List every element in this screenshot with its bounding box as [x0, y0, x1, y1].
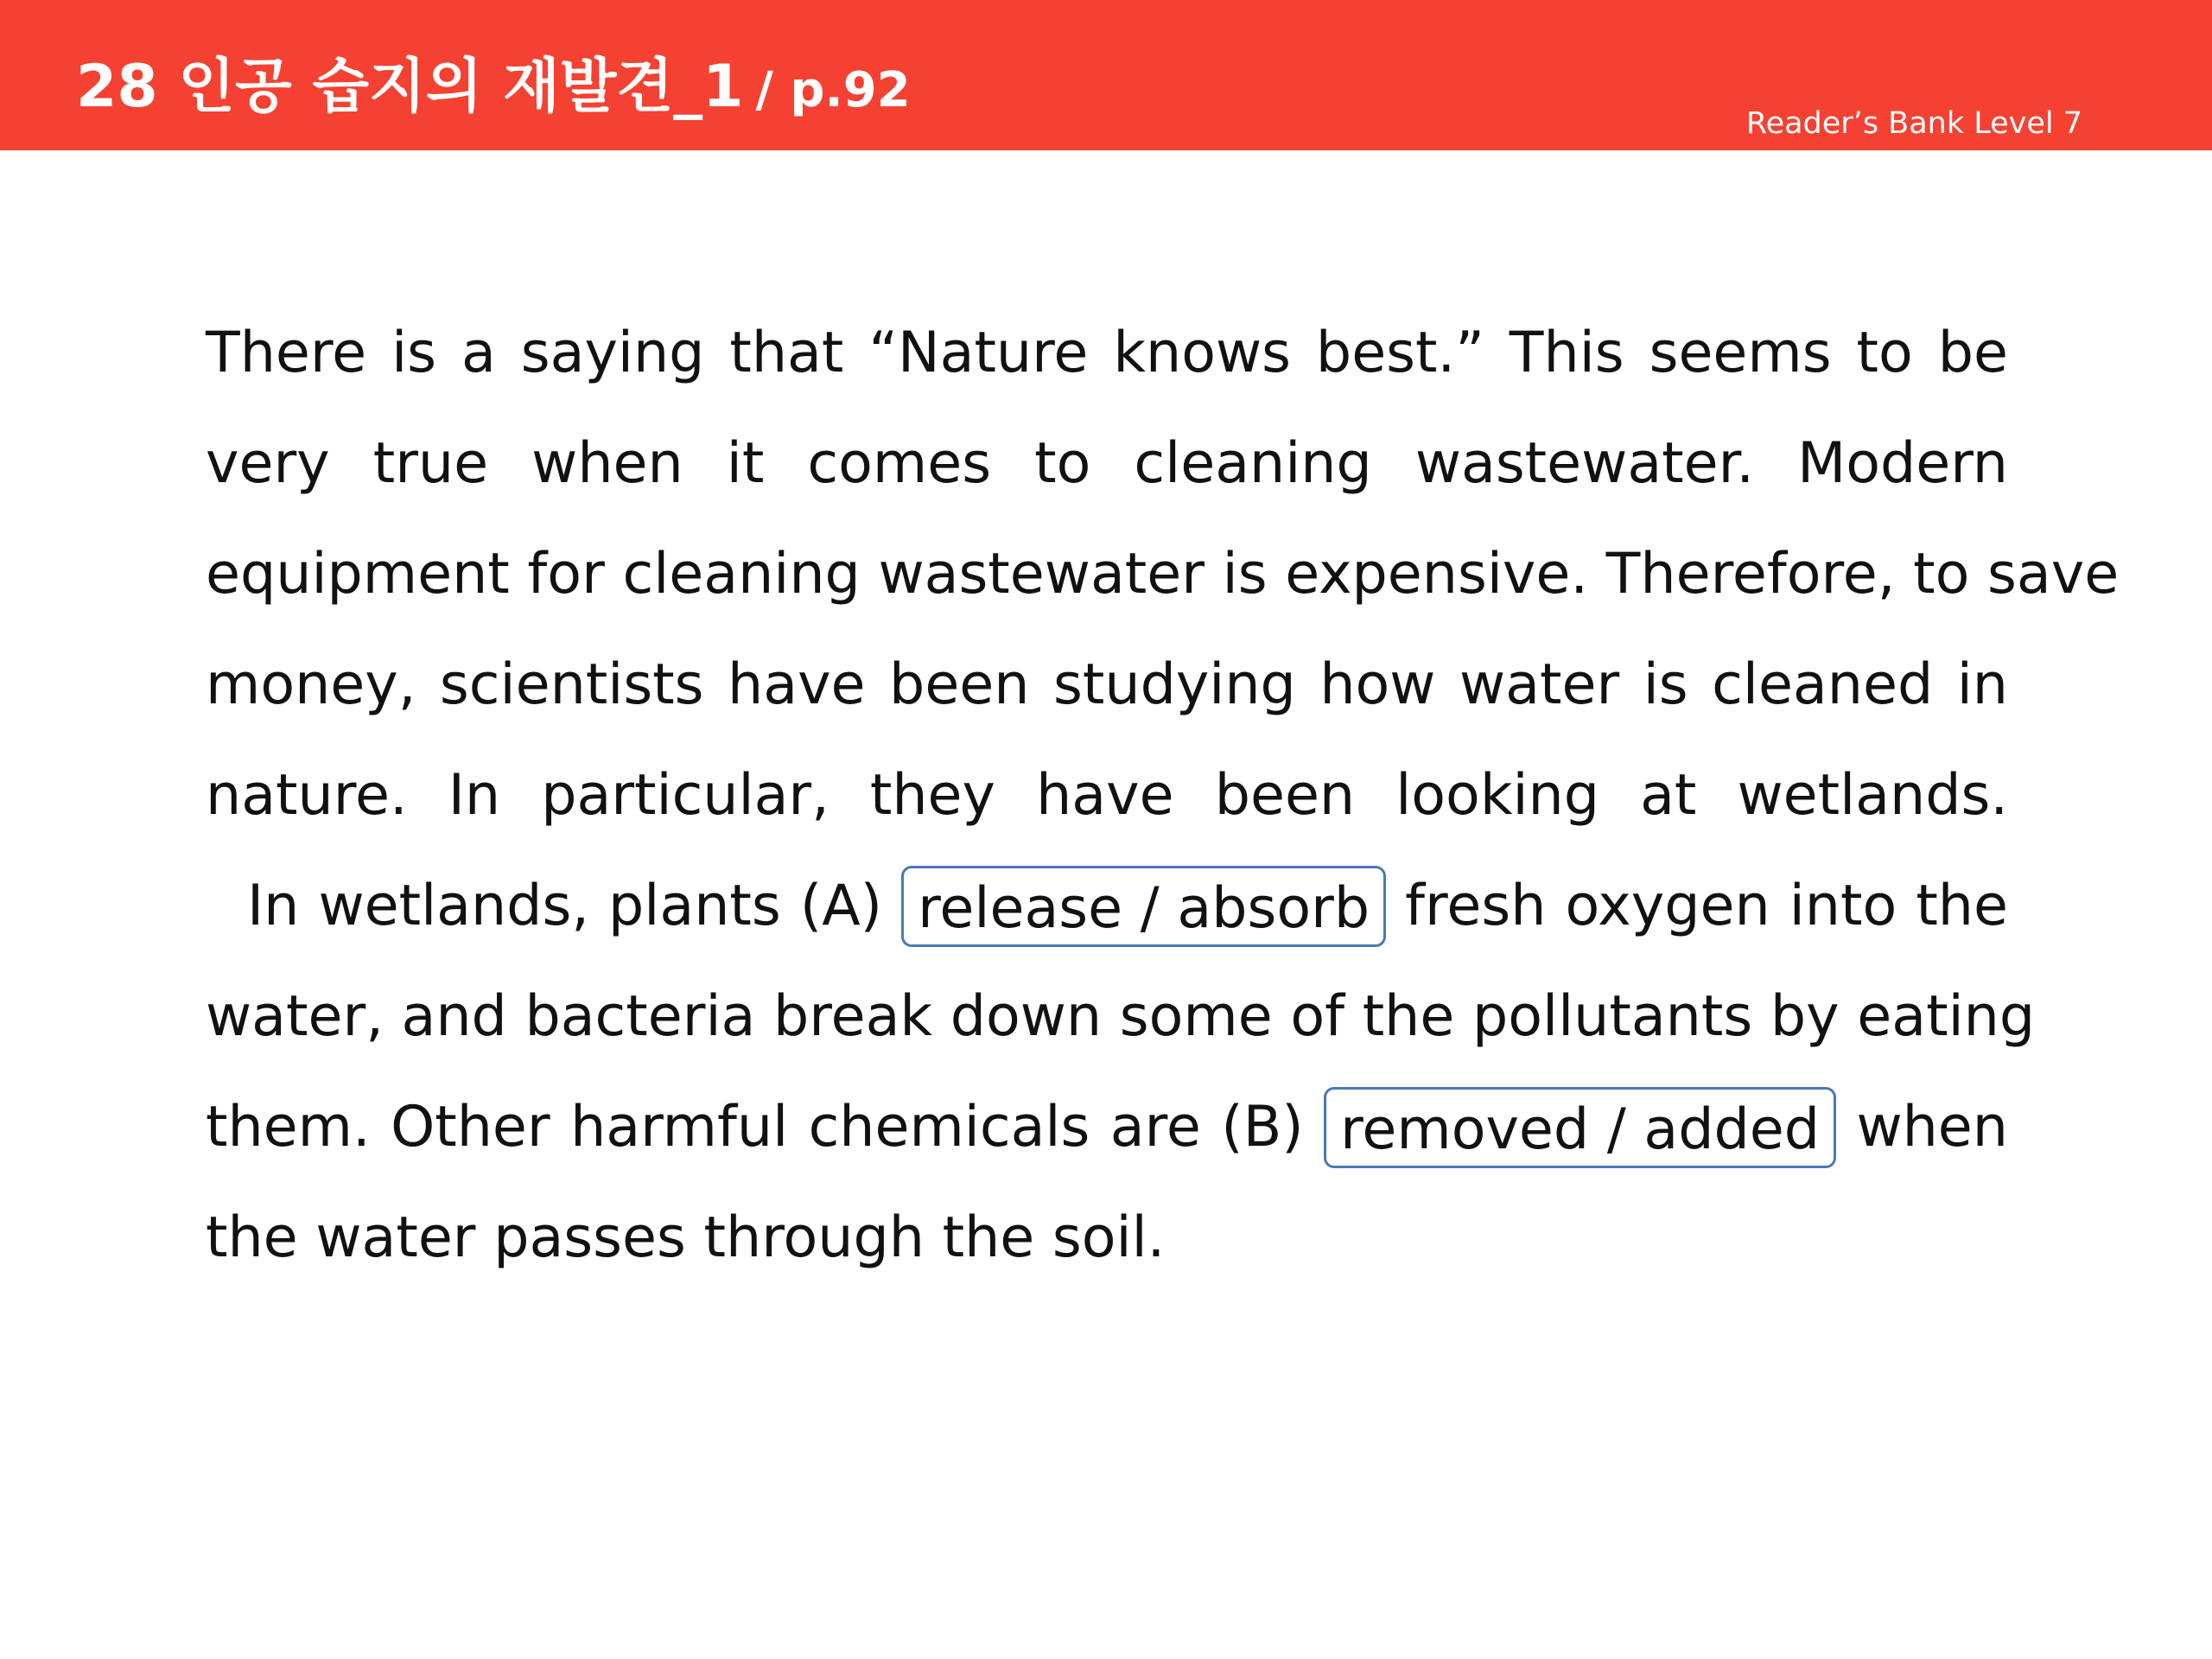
reading-passage [206, 298, 2120, 1294]
page-reference: / p.92 [755, 62, 911, 118]
passage-line-8 [206, 1072, 2008, 1183]
passage-line-5: nature. In particular, they have been looking at wetlands. [206, 763, 2008, 828]
passage-line-6-end: fresh oxygen into the [1405, 874, 2008, 938]
lesson-title-text: 28 인공 습지의 재발견_1 [76, 53, 744, 121]
header-bar [0, 0, 2212, 150]
lesson-title [76, 48, 911, 126]
choice-b-box[interactable]: removed / added [1324, 1087, 1836, 1168]
passage-line-7: water, and bacteria break down some of the pollutants by eating [206, 984, 2036, 1049]
passage-line-8-end: when [1856, 1095, 2008, 1160]
passage-line-4: money, scientists have been studying how water is cleaned in [206, 652, 2008, 717]
choice-a-box[interactable]: release / absorb [901, 866, 1386, 947]
passage-line-2: very true when it comes to cleaning wastewater. Modern [206, 431, 2008, 496]
passage-line-9: the water passes through the soil. [206, 1205, 1166, 1270]
series-label: Reader’s Bank Level 7 [1745, 106, 2082, 141]
passage-line-8-start: them. Other harmful chemicals are (B) [206, 1095, 1304, 1160]
passage-line-3: equipment for cleaning wastewater is expensive. Therefore, to save [206, 542, 2120, 607]
passage-line-6 [206, 851, 2008, 962]
passage-line-1: There is a saying that “Nature knows best.” This seems to be [206, 321, 2008, 385]
passage-line-6-start: In wetlands, plants (A) [247, 874, 883, 938]
